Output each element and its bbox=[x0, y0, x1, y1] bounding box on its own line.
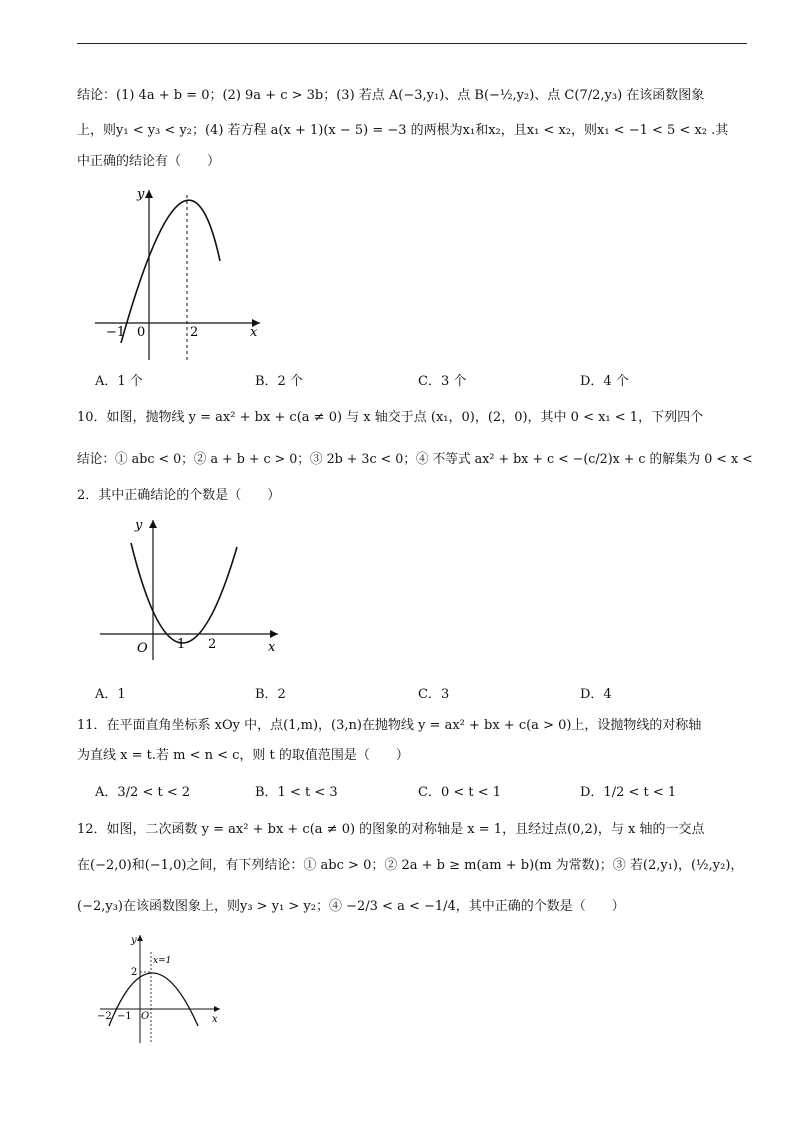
q11-line-2: 为直线 x = t.若 m < n < c，则 t 的取值范围是（ ） bbox=[77, 748, 409, 763]
q9-graph bbox=[90, 185, 270, 365]
q10-graph-two-label: 2 bbox=[208, 637, 217, 652]
q12-graph-axis-label: x=1 bbox=[153, 956, 172, 966]
q10-line-2: 结论：① abc < 0；② a + b + c > 0；③ 2b + 3c < 0；④ 不等式 ax² + bx + c < −(c/2)x + c 的解集为 0 < x < bbox=[77, 452, 753, 467]
q12-graph-neg1-label: −1 bbox=[117, 1011, 132, 1022]
q10-option-b: B．2 bbox=[255, 687, 286, 702]
q12-graph bbox=[95, 930, 230, 1050]
q9-option-a: A．1 个 bbox=[95, 374, 143, 389]
q12-line-2: 在(−2,0)和(−1,0)之间，有下列结论：① abc > 0；② 2a + b ≥ m(am + b)(m 为常数)；③ 若(2,y₁)，(½,y₂)， bbox=[77, 858, 744, 873]
q12-graph-origin-label: O bbox=[141, 1011, 150, 1022]
q9-graph-neg1-label: −1 bbox=[106, 325, 126, 340]
top-rule bbox=[77, 43, 747, 44]
q11-option-b: B．1 < t < 3 bbox=[255, 785, 338, 800]
q9-graph-two-label: 2 bbox=[190, 325, 199, 340]
q11-option-c: C．0 < t < 1 bbox=[418, 785, 502, 800]
q9-option-d: D．4 个 bbox=[580, 374, 629, 389]
q9-option-b: B．2 个 bbox=[255, 374, 303, 389]
q11-option-a: A．3/2 < t < 2 bbox=[95, 785, 191, 800]
q9-line-2: 上，则y₁ < y₃ < y₂；(4) 若方程 a(x + 1)(x − 5) = −3 的两根为x₁和x₂，且x₁ < x₂，则x₁ < −1 < 5 < x₂ .其 bbox=[77, 123, 729, 138]
q10-line-3: 2．其中正确结论的个数是（ ） bbox=[77, 488, 281, 503]
q12-graph-neg2-label: −2 bbox=[97, 1011, 112, 1022]
q12-graph-y-label: y bbox=[131, 935, 137, 946]
q12-line-1: 12．如图，二次函数 y = ax² + bx + c(a ≠ 0) 的图象的对称轴是 x = 1，且经过点(0,2)，与 x 轴的一交点 bbox=[77, 822, 705, 837]
q10-option-a: A．1 bbox=[95, 687, 126, 702]
q11-line-1: 11．在平面直角坐标系 xOy 中，点(1,m)，(3,n)在抛物线 y = ax² + bx + c(a > 0)上，设抛物线的对称轴 bbox=[77, 718, 702, 733]
q10-graph-y-label: y bbox=[135, 518, 143, 533]
q10-line-1: 10．如图，抛物线 y = ax² + bx + c(a ≠ 0) 与 x 轴交于点 (x₁，0)，(2，0)，其中 0 < x₁ < 1，下列四个 bbox=[77, 410, 704, 425]
q11-option-d: D．1/2 < t < 1 bbox=[580, 785, 677, 800]
q9-option-c: C．3 个 bbox=[418, 374, 467, 389]
q9-graph-zero-label: 0 bbox=[137, 325, 146, 340]
q12-graph-x-label: x bbox=[212, 1014, 218, 1025]
q10-option-c: C．3 bbox=[418, 687, 450, 702]
q10-option-d: D．4 bbox=[580, 687, 612, 702]
q9-line-3: 中正确的结论有（ ） bbox=[77, 154, 221, 169]
q12-line-3: (−2,y₃)在该函数图象上，则y₃ > y₁ > y₂；④ −2/3 < a < −1/4，其中正确的个数是（ ） bbox=[77, 899, 625, 914]
q10-graph-one-label: 1 bbox=[177, 637, 186, 652]
q10-graph bbox=[95, 515, 285, 665]
q9-line-1: 结论：(1) 4a + b = 0；(2) 9a + c > 3b；(3) 若点 A(−3,y₁)、点 B(−½,y₂)、点 C(7/2,y₃) 在该函数图象 bbox=[77, 88, 705, 103]
q10-graph-x-label: x bbox=[268, 640, 276, 655]
q9-graph-y-label: y bbox=[137, 187, 145, 202]
q9-graph-x-label: x bbox=[250, 325, 258, 340]
q12-graph-two-label: 2 bbox=[131, 967, 138, 978]
q10-graph-origin-label: O bbox=[137, 641, 148, 656]
